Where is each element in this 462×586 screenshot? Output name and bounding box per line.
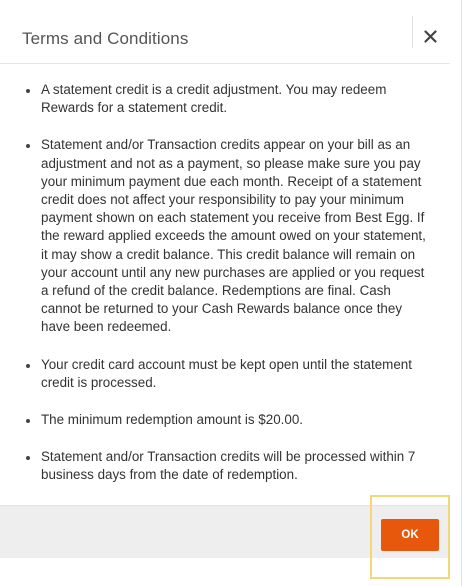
dialog-header — [0, 0, 450, 64]
terms-list — [26, 81, 434, 485]
header-divider — [412, 16, 413, 48]
close-button[interactable] — [424, 30, 444, 50]
terms-item: A statement credit is a credit adjustment. You may redeem Rewards for a statement credit. — [26, 81, 434, 117]
terms-item: The minimum redemption amount is $20.00. — [26, 411, 434, 429]
dialog-title: Terms and Conditions — [22, 29, 189, 48]
terms-item: Your credit card account must be kept open until the statement credit is processed. — [26, 356, 434, 392]
ok-button[interactable]: OK — [381, 519, 439, 551]
terms-item: Statement and/or Transaction credits appear on your bill as an adjustment and not as a payment, so please make sure you pay your minimum payment due each month. Receipt of a statement credit does not affect your responsibility to pay your minimum payment shown on each statement you receive from Best Egg. If the reward applied exceeds the amount owed on your statement, it may show a credit balance. This credit balance will remain on your account until any new purchases are applied or you request a refund of the credit balance. Redemptions are final. Cash cannot be returned to your Cash Rewards balance once they have been redeemed. — [26, 136, 434, 336]
close-icon — [424, 30, 437, 43]
terms-item: Statement and/or Transaction credits will be processed within 7 business days from the date of redemption. — [26, 448, 434, 484]
dialog-body — [0, 65, 450, 505]
